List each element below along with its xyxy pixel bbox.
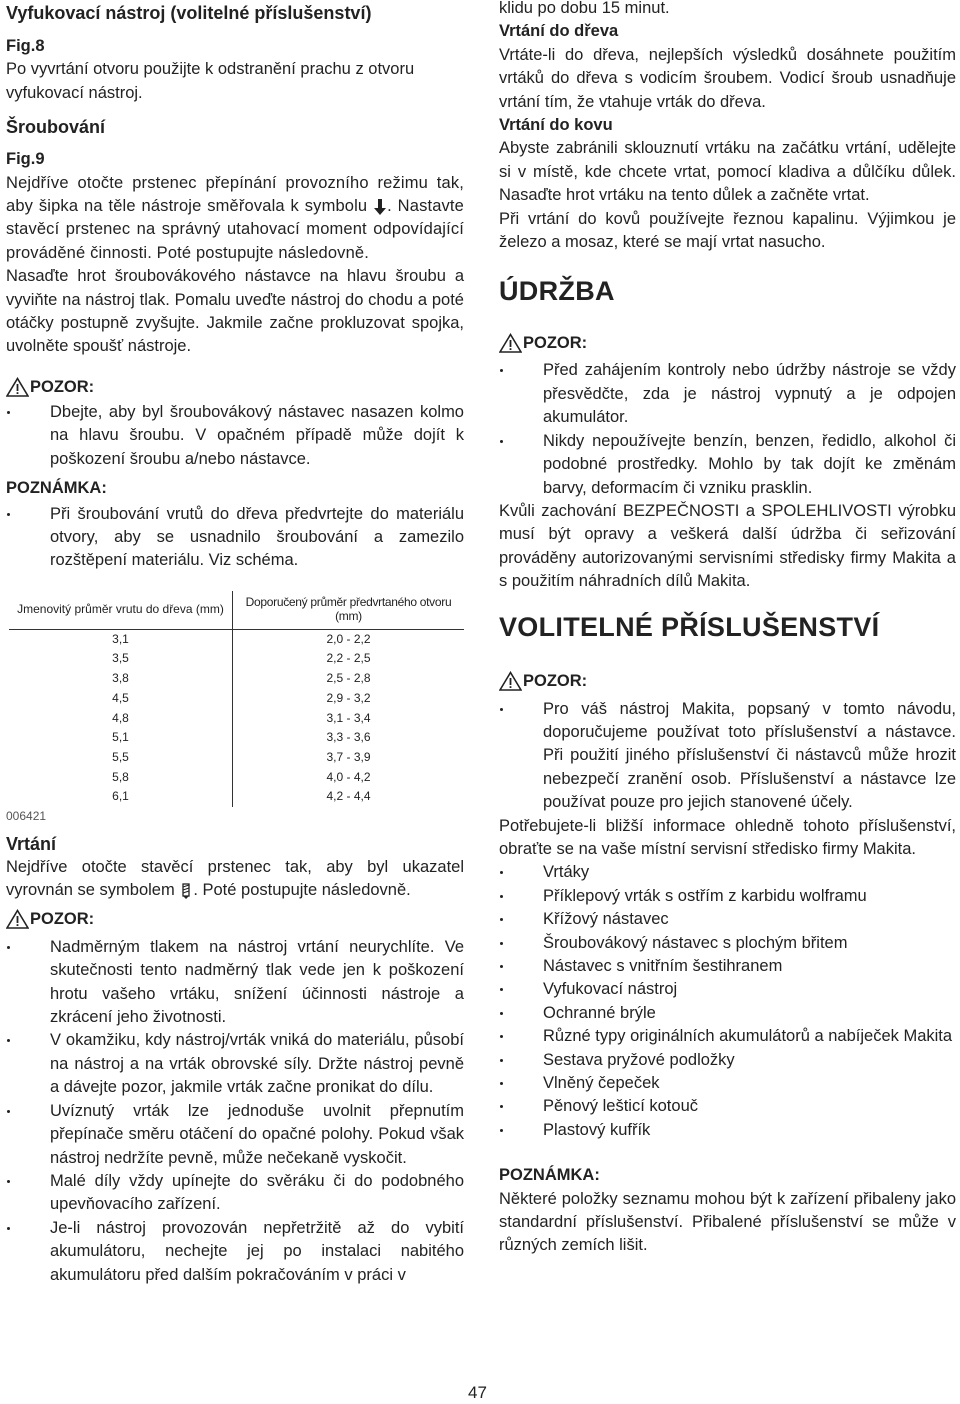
fig8-label: Fig.8 (6, 37, 45, 55)
figure-code: 006421 (6, 809, 47, 824)
list-item: Ochranné brýle (499, 1002, 956, 1025)
table-row: 3,1 2,0 - 2,2 (9, 629, 464, 649)
list-item: Vrtáky (499, 861, 956, 884)
list-item: Při šroubování vrutů do dřeva předvrtejte do materiálu otvory, aby se usnadnilo šroubování a zamezilo rozštěpení materiálu. Viz schéma. (6, 503, 464, 573)
table-row: 4,8 3,1 - 3,4 (9, 709, 464, 729)
note-heading-1: POZNÁMKA: (6, 479, 107, 498)
list-item: Je-li nástroj provozován nepřetržitě až do vybití akumulátoru, nechejte jej po instalaci nabitého akumulátoru před dalším pokračováním v práci v (6, 1217, 464, 1287)
screw-mode-icon (373, 198, 387, 216)
caution-heading-4: POZOR: (499, 669, 956, 693)
list-item: Před zahájením kontroly nebo údržby nástroje se vždy přesvědčte, zda je nástroj vypnutý a je odpojen akumulátor. (499, 359, 956, 429)
table-row: 4,5 2,9 - 3,2 (9, 689, 464, 709)
section-title-accessories: VOLITELNÉ PŘÍSLUŠENSTVÍ (499, 611, 880, 642)
drill-mode-icon (179, 882, 193, 900)
accessories-paragraph: Potřebujete-li bližší informace ohledně tohoto příslušenství, obraťte se na vaše místní servisní středisko firmy Makita. (499, 816, 956, 858)
section-title-blower: Vyfukovací nástroj (volitelné příslušenství) (6, 3, 372, 23)
fig8-text: Po vyvrtání otvoru použijte k odstranění prachu z otvoru vyfukovací nástroj. (6, 60, 415, 102)
note-list-1 (6, 503, 464, 573)
table-row: 3,8 2,5 - 2,8 (9, 669, 464, 689)
list-item: Vyfukovací nástroj (499, 978, 956, 1001)
list-item: Různé typy originálních akumulátorů a nabíječek Makita (499, 1025, 956, 1048)
list-item: Šroubovákový nástavec s plochým břitem (499, 932, 956, 955)
list-item: Nadměrným tlakem na nástroj vrtání neurychlíte. Ve skutečnosti tento nadměrný tlak vede jen k poškození hrotu vašeho vrtáku, snížení účinnosti nástroje a zkrácení jeho životnosti. (6, 936, 464, 1030)
left-column (6, 0, 464, 1287)
caution-heading-3: POZOR: (499, 331, 956, 355)
table-header-screw-diameter: Jmenovitý průměr vrutu do dřeva (mm) (9, 591, 232, 630)
caution-list-4 (499, 698, 956, 815)
list-item: Sestava pryžové podložky (499, 1049, 956, 1072)
table-header-hole-diameter: Doporučený průměr předvrtaného otvoru (mm) (232, 591, 464, 630)
list-item: Nástavec s vnitřním šestihranem (499, 955, 956, 978)
screw-paragraph-2: Nasaďte hrot šroubovákového nástavce na hlavu šroubu a vyviňte na nástroj tlak. Pomalu uveďte nástroj do chodu a poté otáčky postupně zvyšujte. Jakmile začne prokluzovat spojka, uvolněte spoušť nástroje. (6, 267, 464, 356)
table-row: 5,1 3,3 - 3,6 (9, 728, 464, 748)
subheading-wood: Vrtání do dřeva (499, 22, 619, 41)
subheading-metal: Vrtání do kovu (499, 116, 613, 135)
note-heading-2: POZNÁMKA: (499, 1166, 600, 1185)
pilot-hole-table (9, 591, 464, 807)
right-column (499, 0, 956, 1258)
list-item: Křížový nástavec (499, 908, 956, 931)
list-item: Pěnový lešticí kotouč (499, 1095, 956, 1118)
accessories-list (499, 861, 956, 1142)
caution-list-3 (499, 359, 956, 499)
section-title-drilling: Vrtání (6, 834, 57, 855)
list-item: Plastový kufřík (499, 1119, 956, 1142)
list-item: Dbejte, aby byl šroubovákový nástavec nasazen kolmo na hlavu šroubu. V opačném případě může dojít k poškození šroubu a/nebo nástavce. (6, 401, 464, 471)
table-row: 5,8 4,0 - 4,2 (9, 768, 464, 788)
warning-triangle-icon (499, 333, 522, 353)
table-row: 5,5 3,7 - 3,9 (9, 748, 464, 768)
list-item: Příklepový vrták s ostřím z karbidu wolframu (499, 885, 956, 908)
maintenance-paragraph: Kvůli zachování BEZPEČNOSTI a SPOLEHLIVOSTI výrobku musí být opravy a veškerá další údržba či seřizování prováděny autorizovanými servisními středisky firmy Makita a s použitím náhradních dílů Makita. (499, 501, 956, 591)
section-title-screwdriving: Šroubování (6, 117, 106, 138)
warning-triangle-icon (6, 909, 29, 929)
wood-paragraph: Vrtáte-li do dřeva, nejlepších výsledků dosáhnete použitím vrtáků do dřeva s vodicím šroubem. Vodicí šroub usnadňuje vrtání tím, že vtahuje vrták do dřeva. (499, 45, 956, 111)
list-item: Pro váš nástroj Makita, popsaný v tomto návodu, doporučujeme používat toto příslušenství a nástavce. Při použití jiného příslušenství či nástavců může hrozit nebezpečí zranění osob. Příslušenství a nástavce lze používat pouze pro jejich stanovené účely. (499, 698, 956, 815)
caution-list-2 (6, 936, 464, 1287)
table-row: 6,1 4,2 - 4,4 (9, 787, 464, 807)
page-number: 47 (468, 1383, 487, 1402)
list-item: Uvíznutý vrták lze jednoduše uvolnit přepnutím přepínače směru otáčení do opačné polohy. Pokud však nástroj nedržíte pevně, může nečekaně vyskočit. (6, 1100, 464, 1170)
warning-triangle-icon (6, 377, 29, 397)
continued-line: klidu po dobu 15 minut. (499, 0, 670, 17)
caution-list-1 (6, 401, 464, 471)
list-item: Vlněný čepeček (499, 1072, 956, 1095)
metal-paragraph-2: Při vrtání do kovů používejte řeznou kapalinu. Výjimkou je železo a mosaz, které se mají vrtat nasucho. (499, 209, 956, 252)
caution-heading-1: POZOR: (6, 375, 464, 399)
drill-paragraph-1: Nejdříve otočte stavěcí prstenec tak, aby byl ukazatel vyrovnán se symbolem . Poté postupujte následovně. (6, 858, 464, 900)
warning-triangle-icon (499, 671, 522, 691)
caution-heading-2: POZOR: (6, 907, 464, 931)
fig9-label: Fig.9 (6, 150, 45, 169)
list-item: Nikdy nepoužívejte benzín, benzen, ředidlo, alkohol či podobné prostředky. Mohlo by tak dojít ke změnám barvy, deformacím či vzniku prasklin. (499, 430, 956, 500)
list-item: Malé díly vždy upínejte do svěráku či do podobného upevňovacího zařízení. (6, 1170, 464, 1217)
section-title-maintenance: ÚDRŽBA (499, 276, 615, 307)
screw-paragraph-1: Nejdříve otočte prstenec přepínání provozního režimu tak, aby šipka na těle nástroje směřovala k symbolu . Nastavte stavěcí prstenec na správný utahovací moment odpovídající prováděné činnosti. Poté postupujte následovně. (6, 173, 464, 262)
note-paragraph-2: Některé položky seznamu mohou být k zařízení přibaleny jako standardní příslušenství. Přibalené příslušenství se může v různých zemích lišit. (499, 1189, 956, 1255)
list-item: V okamžiku, kdy nástroj/vrták vniká do materiálu, působí na nástroj a na vrták obrovské síly. Držte nástroj pevně a dávejte pozor, jakmile vrták začne pronikat do dílu. (6, 1029, 464, 1099)
metal-paragraph-1: Abyste zabránili sklouznutí vrtáku na začátku vrtání, udělejte si v místě, kde chcete vrtat, pomocí kladiva a důlčíku důlek. Nasaďte hrot vrtáku na tento důlek a začněte vrtat. (499, 139, 956, 205)
table-row: 3,5 2,2 - 2,5 (9, 649, 464, 669)
